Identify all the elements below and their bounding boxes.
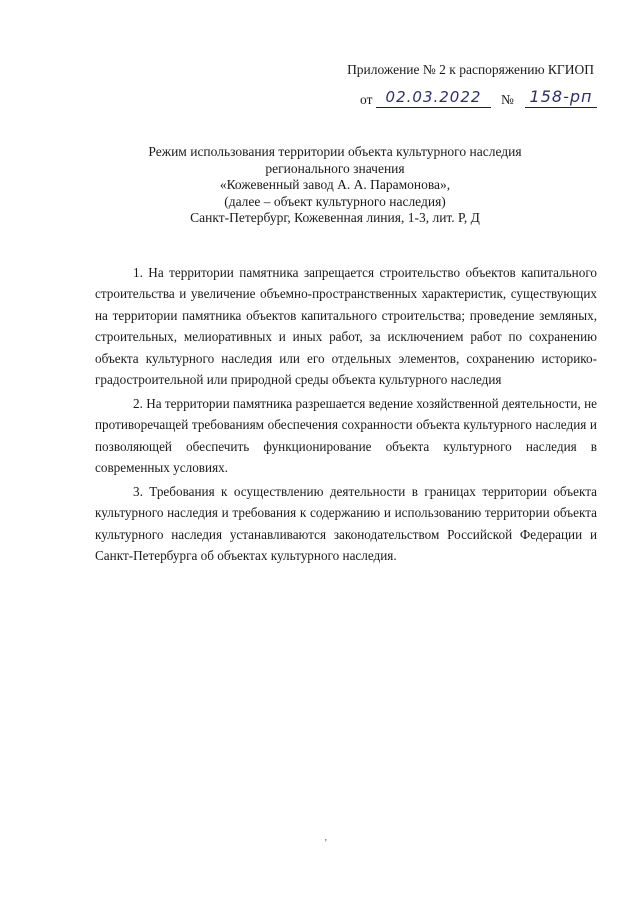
handwritten-order-number: 158-рп (525, 87, 597, 108)
handwritten-date: 02.03.2022 (376, 87, 491, 108)
document-body (95, 262, 597, 569)
order-reference-line (360, 87, 600, 112)
title-line: (далее – объект культурного наследия) (224, 193, 446, 209)
title-line: регионального значения (265, 160, 405, 176)
title-line: Режим использования территории объекта культурного наследия (148, 144, 522, 159)
paragraph-1: 1. На территории памятника запрещается строительство объектов капитального строительства и увеличение объемно-пространственных характеристик, существующих на территории памятника объектов капитального строительства; проведение земляных, строительных, мелиоративных и иных работ, за исключением работ по сохранению объекта культурного наследия или его отдельных элементов, сохранению историко-градостроительной или природной среды объекта культурного наследия (95, 265, 597, 388)
date-label: от (360, 92, 373, 107)
document-title (100, 144, 570, 227)
title-line: «Кожевенный завод А. А. Парамонова», (219, 177, 451, 192)
paragraph-3: 3. Требования к осуществлению деятельности в границах территории объекта культурного наследия и требования к содержанию и использованию территории объекта культурного наследия устанавливаются законодательством Российской Федерации и Санкт-Петербурга об объектах культурного наследия. (95, 484, 597, 564)
paragraph-2: 2. На территории памятника разрешается ведение хозяйственной деятельности, не противоречащей требованиям обеспечения сохранности объекта культурного наследия и позволяющей обеспечить функционирование объекта культурного наследия в современных условиях. (95, 395, 597, 476)
title-line: Санкт-Петербург, Кожевенная линия, 1-3, лит. Р, Д (190, 210, 480, 225)
page-mark: ' (325, 838, 327, 849)
number-label: № (501, 92, 514, 107)
annex-reference: Приложение № 2 к распоряжению КГИОП (347, 62, 594, 77)
